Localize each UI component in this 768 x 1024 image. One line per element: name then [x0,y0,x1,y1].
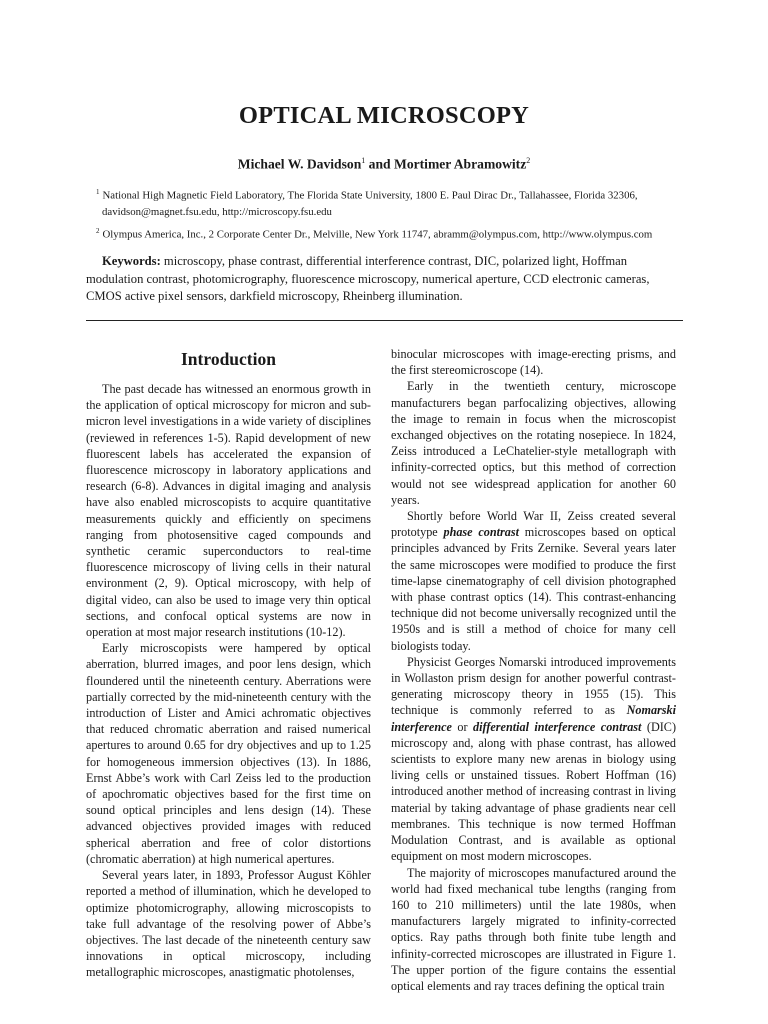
author-1-name: Michael W. Davidson [237,156,362,172]
term-phase-contrast: phase contrast [443,525,519,540]
keywords-block [86,253,683,306]
left-paragraph-3: Several years later, in 1893, Professor August Köhler reported a method of illumination, which he developed to optimize photomicrography, allowing microscopists to take full advantage of the resolving power of Abbe’s objectives. The last decade of the nineteenth century saw innovations in optical microscopy, including metallographic microscopes, anastigmatic photolenses, [86,868,371,980]
author-line [0,156,768,173]
affiliation-2-line1: Olympus America, Inc., 2 Corporate Center Dr., Melville, New York 11747, abramm@olympus.com, http://www.olympus.com [102,228,653,241]
right-paragraph-5: The majority of microscopes manufactured around the world had fixed mechanical tube lengths (ranging from 160 to 210 millimeters) until the late 1980s, when manufacturers largely migrated to infinity-corrected optics. Ray paths through both finite tube length and infinity-corrected microscopes are illustrated in Figure 1. The upper portion of the figure contains the essential optical elements and ray traces defining the optical train [391,865,676,993]
left-paragraph-2: Early microscopists were hampered by optical aberration, blurred images, and poor lens design, which floundered until the nineteenth century. Aberrations were partially corrected by the mid-nineteenth century with the introduction of Lister and Amici achromatic objectives that reduced chromatic aberration and raised numerical apertures to around 0.65 for dry objectives and up to 1.25 for homogeneous immersion objectives (13). In 1886, Ernst Abbe’s work with Carl Zeiss led to the production of apochromatic objectives based for the first time on sound optical principles and lens design (14). These advanced objectives provided images with reduced spherical aberration and free of color distortions (chromatic aberration) at high numerical apertures. [86,641,371,866]
affiliation-1 [96,184,696,220]
term-nomarski-interference: Nomarski interference [391,703,676,734]
affiliation-2-sup: 2 [96,227,100,235]
author-1-sup: 1 [361,156,366,165]
author-2-name: Mortimer Abramowitz [393,156,527,172]
left-column [86,346,371,981]
right-paragraph-3 [391,508,676,654]
right-paragraph-2: Early in the twentieth century, microscope manufacturers began parfocalizing objectives, allowing the image to remain in focus when the microscopist exchanged objectives on the rotating nosepiece. In 1824, Zeiss introduced a LeChatelier-style metallograph with infinity-corrected optics, but this method of correction would not see widespread application for another 60 years. [391,379,676,507]
right-p4-text-a: Physicist Georges Nomarski introduced improvements in Wollaston prism design for another powerful contrast-generating microscopy theory in 1955 (15). This technique is commonly referred to as [391,654,676,718]
right-p3-text-b: microscopes based on optical principles advanced by Frits Zernike. Several years later the same microscopes were modified to produce the first time-lapse cinematography of cell division photographed with phase contrast optics (14). This contrast-enhancing technique did not become universally recognized until the 1950s and is still a method of choice for many cell biologists today. [391,525,676,653]
term-dic: differential interference contrast [473,719,642,734]
affiliation-1-line2: davidson@magnet.fsu.edu, http://microscopy.fsu.edu [102,205,332,218]
right-p4-text-b: (DIC) microscopy and, along with phase contrast, has allowed scientists to explore many new arenas in biology using living cells or unstained tissues. Robert Hoffman (16) introduced another method of increasing contrast in living material by taking advantage of phase gradients near cell membranes. This technique is now termed Hoffman Modulation Contrast, and is available as optional equipment on most modern microscopes. [391,719,676,864]
section-heading-introduction: Introduction [181,349,276,369]
author-joiner: and [365,156,394,172]
right-paragraph-4 [391,654,676,865]
left-paragraph-1: The past decade has witnessed an enormous growth in the application of optical microscopy for micron and sub-micron level investigations in a wide variety of disciplines (reviewed in references 1-5). Rapid development of new fluorescent labels has accelerated the expansion of fluorescence microscopy in laboratory applications and research (6-8). Advances in digital imaging and analysis have also enabled microscopists to acquire quantitative measurements quickly and efficiently on specimens ranging from photosensitive caged compounds and synthetic ceramic superconductors to real-time fluorescence microscopy of living cells in their natural environment (2, 9). Optical microscopy, with help of digital video, can also be used to image very thin optical sections, and confocal optical systems are now in operation at most major research institutions (10-12). [86,382,371,640]
keywords-text: microscopy, phase contrast, differential interference contrast, DIC, polarized light, Hoffman modulation contrast, photomicrography, fluorescence microscopy, numerical aperture, CCD electronic cameras, CMOS active pixel sensors, darkfield microscopy, Rheinberg illumination. [86,254,650,303]
affiliation-1-sup: 1 [96,188,100,196]
right-paragraph-1: binocular microscopes with image-erecting prisms, and the first stereomicroscope (14). [391,347,676,378]
right-p4-or: or [451,719,473,734]
paper-title: OPTICAL MICROSCOPY [238,102,530,129]
section-divider [86,320,683,321]
affiliation-1-line1: National High Magnetic Field Laboratory, The Florida State University, 1800 E. Paul Dirac Dr., Tallahassee, Florida 32306, [102,189,638,202]
keywords-label: Keywords: [102,254,161,268]
right-column [391,346,676,994]
author-2-sup: 2 [526,156,531,165]
right-p3-text-a: Shortly before World War II, Zeiss created several prototype [391,509,676,540]
affiliation-2 [96,223,696,243]
